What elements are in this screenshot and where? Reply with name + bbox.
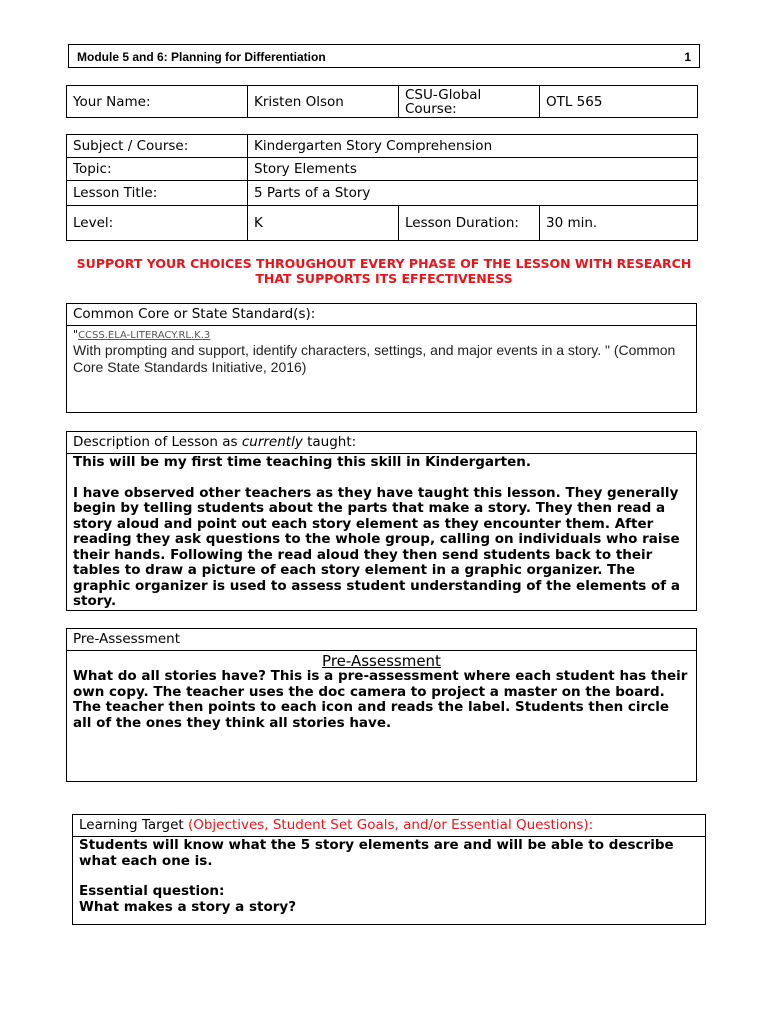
duration-value: 30 min.: [540, 206, 698, 241]
description-title-emph: currently: [241, 434, 303, 450]
learning-target-p1: Students will know what the 5 story elements are and will be able to describe what each one is.: [79, 837, 674, 869]
quote-mark: ": [73, 328, 79, 341]
learning-target-section: [72, 814, 706, 925]
essential-question-label: Essential question:: [79, 883, 225, 899]
preassessment-text: What do all stories have? This is a pre-assessment where each student has their own copy. The teacher uses the doc camera to project a master on the board. The teacher then points to each icon and reads the label. Students then circle all of the ones they think all stories have.: [73, 668, 688, 731]
preassessment-heading: Pre-Assessment: [322, 652, 441, 670]
standards-title: Common Core or State Standard(s):: [67, 304, 696, 326]
course-label: CSU-Global Course:: [399, 86, 540, 118]
standard-text: With prompting and support, identify characters, settings, and major events in a story. " (Common Core State Standards Initiative, 2016): [73, 342, 676, 375]
subject-value: Kindergarten Story Comprehension: [248, 135, 698, 158]
description-p2: I have observed other teachers as they have taught this lesson. They generally begin by telling students about the parts that make a story. They then read a story aloud and point out each story element as they encounter them. After reading they ask questions to the whole group, calling on individuals who raise their hands. Following the read aloud they then send students back to their tables to draw a picture of each story element in a graphic organizer. The graphic organizer is used to assess student understanding of the elements of a story.: [73, 484, 680, 609]
support-notice: SUPPORT YOUR CHOICES THROUGHOUT EVERY PHASE OF THE LESSON WITH RESEARCH THAT SUPPORTS ITS EFFECTIVENESS: [76, 256, 692, 286]
learning-target-title: [73, 815, 705, 837]
lesson-table: [66, 134, 698, 241]
description-title-after: taught:: [302, 434, 357, 450]
standard-link[interactable]: CCSS.ELA-LITERACY.RL.K.3: [78, 330, 211, 341]
level-label: Level:: [67, 206, 248, 241]
level-value: K: [248, 206, 399, 241]
description-title-before: Description of Lesson as: [73, 434, 242, 450]
description-p1: This will be my first time teaching this skill in Kindergarten.: [73, 454, 532, 470]
preassessment-section: [66, 628, 697, 782]
description-title: [67, 432, 696, 454]
essential-question-text: What makes a story a story?: [79, 898, 297, 915]
duration-label: Lesson Duration:: [399, 206, 540, 241]
description-section: [66, 431, 697, 611]
learning-target-label-red: (Objectives, Student Set Goals, and/or Essential Questions):: [187, 817, 594, 833]
topic-value: Story Elements: [248, 158, 698, 181]
page-header: [68, 44, 700, 68]
topic-label: Topic:: [67, 158, 248, 181]
name-label: Your Name:: [67, 86, 248, 118]
learning-target-label: Learning Target: [79, 817, 188, 833]
name-value: Kristen Olson: [248, 86, 399, 118]
lesson-title-value: 5 Parts of a Story: [248, 181, 698, 206]
standards-section: [66, 303, 697, 413]
preassessment-title: Pre-Assessment: [67, 629, 696, 651]
subject-label: Subject / Course:: [67, 135, 248, 158]
header-title: Module 5 and 6: Planning for Differentiation: [77, 50, 326, 64]
page-number: 1: [684, 50, 691, 64]
course-value: OTL 565: [540, 86, 698, 118]
lesson-title-label: Lesson Title:: [67, 181, 248, 206]
info-table: [66, 85, 698, 118]
